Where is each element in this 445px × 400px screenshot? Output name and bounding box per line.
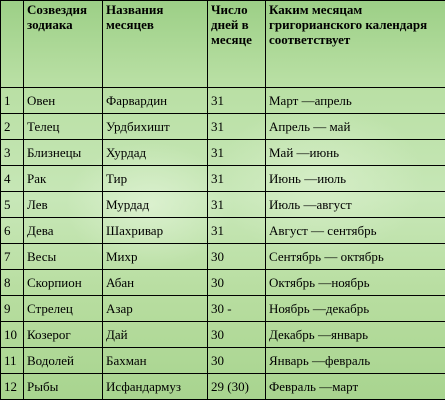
month-name-cell: Тир [103,166,208,192]
days-count-cell: 31 [208,192,266,218]
days-count-cell: 31 [208,166,266,192]
month-name-cell: Дай [103,322,208,348]
row-number-cell: 5 [1,192,24,218]
row-number-cell: 12 [1,374,24,400]
month-name-cell: Михр [103,244,208,270]
header-zodiac: Созвездия зодиака [24,1,103,88]
header-row [1,1,445,88]
gregorian-months-cell: Январь —февраль [266,348,445,374]
zodiac-sign-cell: Козерог [24,322,103,348]
month-name-cell: Бахман [103,348,208,374]
zodiac-sign-cell: Близнецы [24,140,103,166]
row-number-cell: 10 [1,322,24,348]
month-name-cell: Исфандармуз [103,374,208,400]
row-number-cell: 9 [1,296,24,322]
month-name-cell: Хурдад [103,140,208,166]
table-row [1,114,445,140]
zodiac-sign-cell: Телец [24,114,103,140]
row-number-cell: 7 [1,244,24,270]
gregorian-months-cell: Декабрь —январь [266,322,445,348]
table-body [1,88,445,400]
days-count-cell: 30 [208,348,266,374]
days-count-cell: 30 - [208,296,266,322]
month-name-cell: Азар [103,296,208,322]
days-count-cell: 30 [208,322,266,348]
row-number-cell: 8 [1,270,24,296]
table-row [1,218,445,244]
days-count-cell: 31 [208,140,266,166]
month-name-cell: Урдбихишт [103,114,208,140]
table-row [1,348,445,374]
zodiac-sign-cell: Рыбы [24,374,103,400]
gregorian-months-cell: Сентябрь — октябрь [266,244,445,270]
zodiac-sign-cell: Дева [24,218,103,244]
header-gregorian: Каким месяцам григорианского календаря соответствует [266,1,445,88]
table-row [1,296,445,322]
header-days: Число дней в месяце [208,1,266,88]
zodiac-sign-cell: Лев [24,192,103,218]
table-row [1,166,445,192]
table-row [1,192,445,218]
days-count-cell: 29 (30) [208,374,266,400]
row-number-cell: 11 [1,348,24,374]
row-number-cell: 2 [1,114,24,140]
gregorian-months-cell: Ноябрь —декабрь [266,296,445,322]
row-number-cell: 4 [1,166,24,192]
days-count-cell: 31 [208,88,266,114]
gregorian-months-cell: Февраль —март [266,374,445,400]
header-month-names: Названия месяцев [103,1,208,88]
days-count-cell: 30 [208,270,266,296]
table-row [1,88,445,114]
zodiac-sign-cell: Овен [24,88,103,114]
gregorian-months-cell: Октябрь —ноябрь [266,270,445,296]
row-number-cell: 6 [1,218,24,244]
header-number [1,1,24,88]
zodiac-sign-cell: Стрелец [24,296,103,322]
month-name-cell: Мурдад [103,192,208,218]
table-row [1,374,445,400]
table-row [1,244,445,270]
gregorian-months-cell: Август — сентябрь [266,218,445,244]
month-name-cell: Фарвардин [103,88,208,114]
table-row [1,270,445,296]
zodiac-sign-cell: Весы [24,244,103,270]
gregorian-months-cell: Июнь —июль [266,166,445,192]
row-number-cell: 3 [1,140,24,166]
days-count-cell: 31 [208,114,266,140]
gregorian-months-cell: Июль —август [266,192,445,218]
month-name-cell: Абан [103,270,208,296]
row-number-cell: 1 [1,88,24,114]
days-count-cell: 30 [208,244,266,270]
zodiac-sign-cell: Скорпион [24,270,103,296]
table-row [1,322,445,348]
table-row [1,140,445,166]
days-count-cell: 31 [208,218,266,244]
gregorian-months-cell: Апрель — май [266,114,445,140]
zodiac-sign-cell: Водолей [24,348,103,374]
gregorian-months-cell: Март —апрель [266,88,445,114]
gregorian-months-cell: Май —июнь [266,140,445,166]
month-name-cell: Шахривар [103,218,208,244]
zodiac-sign-cell: Рак [24,166,103,192]
